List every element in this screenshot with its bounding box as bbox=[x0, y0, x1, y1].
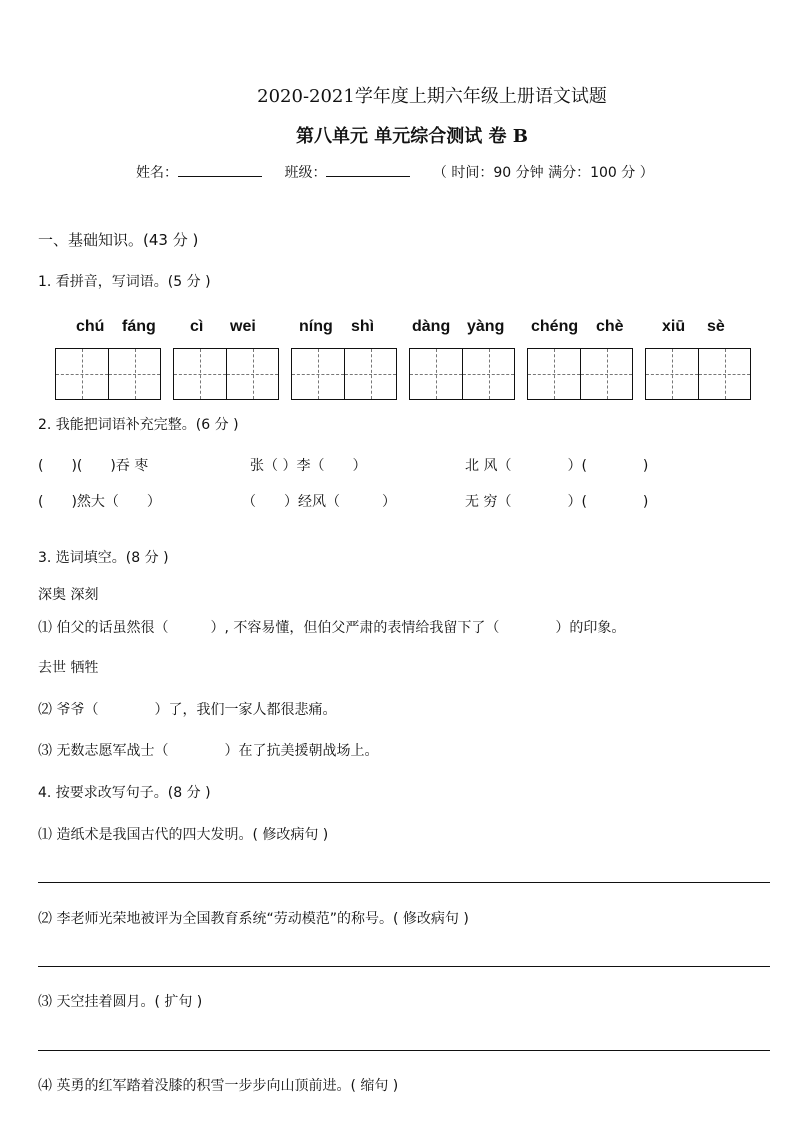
rewrite-item-2: ⑵ 李老师光荣地被评为全国教育系统“劳动模范”的称号。( 修改病句 ) bbox=[38, 911, 469, 927]
exam-meta: （ 时间：90 分钟 满分：100 分 ） bbox=[432, 165, 654, 181]
writing-grid-4[interactable] bbox=[409, 348, 515, 400]
idiom-blank-4[interactable]: ( )然大（ ） bbox=[38, 494, 161, 510]
fill-sentence-1[interactable]: ⑴ 伯父的话虽然很（ ）, 不容易懂，但伯父严肃的表情给我留下了（ ）的印象。 bbox=[38, 620, 626, 636]
section-heading: 一、基础知识。(43 分 ) bbox=[38, 231, 199, 249]
answer-line-2[interactable] bbox=[38, 966, 770, 967]
answer-line-1[interactable] bbox=[38, 882, 770, 883]
pinyin-4b: yàng bbox=[467, 318, 505, 335]
word-choices-1: 深奥 深刻 bbox=[38, 587, 99, 603]
pinyin-6a: xiū bbox=[662, 318, 686, 335]
pinyin-2a: cì bbox=[190, 318, 204, 335]
answer-line-3[interactable] bbox=[38, 1050, 770, 1051]
rewrite-item-4: ⑷ 英勇的红军踏着没膝的积雪一步步向山顶前进。( 缩句 ) bbox=[38, 1078, 399, 1094]
fill-sentence-2[interactable]: ⑵ 爷爷（ ）了，我们一家人都很悲痛。 bbox=[38, 702, 337, 718]
idiom-blank-6[interactable]: 无 穷（ ）( ) bbox=[465, 494, 649, 510]
page-title: 2020-2021学年度上期六年级上册语文试题 bbox=[257, 86, 607, 107]
question-2-prompt: 2. 我能把词语补充完整。(6 分 ) bbox=[38, 417, 239, 433]
pinyin-2b: wei bbox=[230, 318, 256, 335]
pinyin-5a: chéng bbox=[531, 318, 579, 335]
class-label: 班级： bbox=[284, 165, 327, 181]
pinyin-1b: fáng bbox=[122, 318, 156, 335]
idiom-blank-3[interactable]: 北 风（ ）( ) bbox=[465, 458, 649, 474]
question-4-prompt: 4. 按要求改写句子。(8 分 ) bbox=[38, 785, 211, 801]
idiom-blank-1[interactable]: ( )( )吞 枣 bbox=[38, 458, 149, 474]
pinyin-3a: níng bbox=[299, 318, 333, 335]
writing-grid-5[interactable] bbox=[527, 348, 633, 400]
writing-grid-6[interactable] bbox=[645, 348, 751, 400]
name-field[interactable] bbox=[178, 162, 262, 177]
fill-sentence-3[interactable]: ⑶ 无数志愿军战士（ ）在了抗美援朝战场上。 bbox=[38, 743, 379, 759]
student-info-row bbox=[136, 162, 654, 182]
writing-grid-2[interactable] bbox=[173, 348, 279, 400]
pinyin-1a: chú bbox=[76, 318, 105, 335]
pinyin-3b: shì bbox=[351, 318, 375, 335]
page-subtitle: 第八单元 单元综合测试 卷 B bbox=[295, 126, 528, 147]
question-3-prompt: 3. 选词填空。(8 分 ) bbox=[38, 550, 169, 566]
class-field[interactable] bbox=[326, 162, 410, 177]
word-choices-2: 去世 牺牲 bbox=[38, 660, 99, 676]
rewrite-item-3: ⑶ 天空挂着圆月。( 扩句 ) bbox=[38, 994, 203, 1010]
pinyin-4a: dàng bbox=[412, 318, 451, 335]
pinyin-6b: sè bbox=[707, 318, 725, 335]
writing-grid-3[interactable] bbox=[291, 348, 397, 400]
writing-grid-1[interactable] bbox=[55, 348, 161, 400]
idiom-blank-5[interactable]: （ ）经风（ ） bbox=[242, 494, 396, 510]
rewrite-item-1: ⑴ 造纸术是我国古代的四大发明。( 修改病句 ) bbox=[38, 827, 329, 843]
name-label: 姓名： bbox=[136, 165, 178, 181]
idiom-blank-2[interactable]: 张（ ）李（ ） bbox=[250, 458, 367, 474]
pinyin-5b: chè bbox=[596, 318, 624, 335]
question-1-prompt: 1. 看拼音，写词语。(5 分 ) bbox=[38, 274, 211, 290]
